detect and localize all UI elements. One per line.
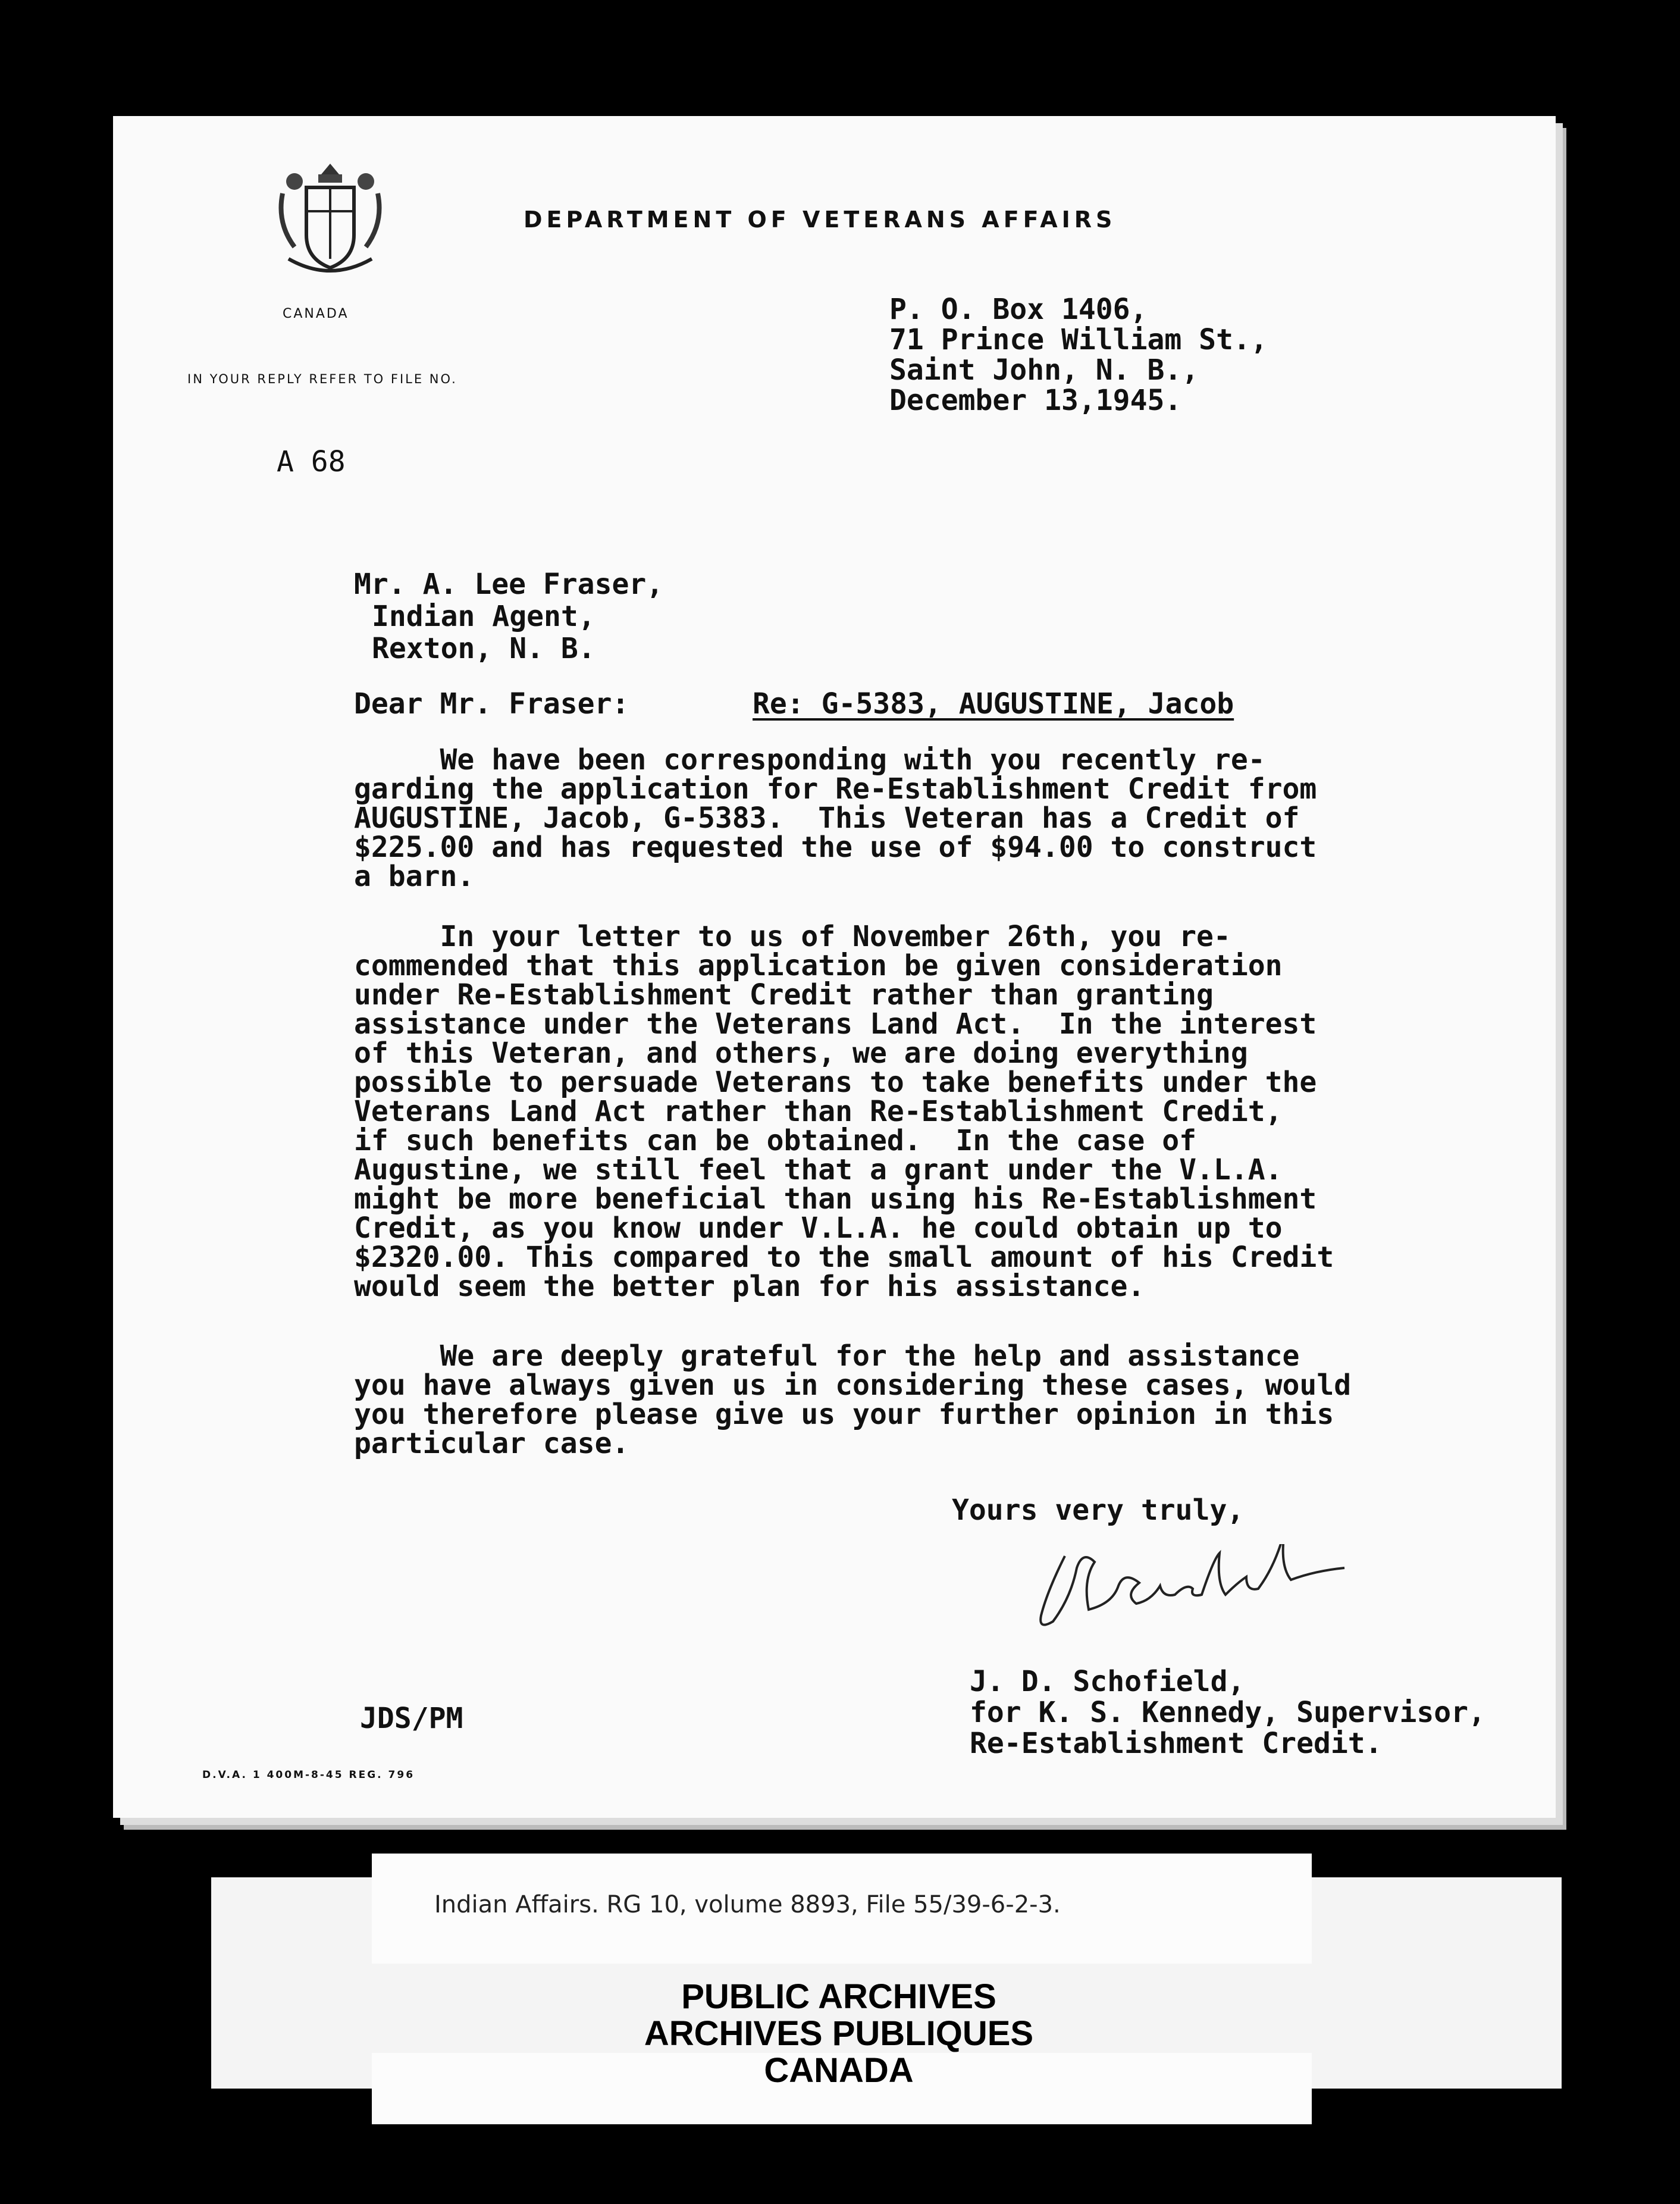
address-line: 71 Prince William St., — [889, 323, 1268, 356]
salutation: Dear Mr. Fraser: — [354, 687, 629, 721]
handwritten-signature — [1023, 1544, 1356, 1633]
archival-citation: Indian Affairs. RG 10, volume 8893, File 55/39-6-2-3. — [434, 1891, 1061, 1918]
text-line: you have always given us in considering these cases, would — [354, 1369, 1352, 1402]
reply-notice: IN YOUR REPLY REFER TO FILE NO. — [187, 372, 457, 386]
text-line: Augustine, we still feel that a grant under the V.L.A. — [354, 1153, 1283, 1186]
text-line: if such benefits can be obtained. In the case of — [354, 1124, 1197, 1157]
text-line: We are deeply grateful for the help and assistance — [354, 1339, 1300, 1373]
recipient-block — [354, 568, 663, 665]
file-number: A 68 — [277, 445, 346, 478]
text-line: commended that this application be given consideration — [354, 949, 1283, 982]
sender-address — [889, 295, 1268, 416]
text-line: We have been corresponding with you recently re- — [354, 743, 1265, 777]
body-paragraph-1 — [354, 743, 1514, 893]
signer-block — [970, 1666, 1485, 1759]
text-line: Credit, as you know under V.L.A. he could obtain up to — [354, 1211, 1283, 1245]
address-line: Saint John, N. B., — [889, 353, 1199, 387]
text-line: Veterans Land Act rather than Re-Establishment Credit, — [354, 1095, 1283, 1128]
recipient-line: Indian Agent, — [372, 600, 595, 633]
body-paragraph-2 — [354, 922, 1514, 1301]
text-line: $2320.00. This compared to the small amount of his Credit — [354, 1241, 1334, 1274]
archive-label-line: CANADA — [764, 2051, 914, 2090]
text-line: would seem the better plan for his assistance. — [354, 1270, 1145, 1303]
letter-page — [113, 116, 1556, 1818]
canada-coat-of-arms-icon — [271, 158, 390, 292]
text-line: assistance under the Veterans Land Act. In the interest — [354, 1007, 1317, 1041]
text-line: might be more beneficial than using his Re-Establishment — [354, 1182, 1317, 1216]
recipient-line: Rexton, N. B. — [372, 632, 595, 665]
text-line: $225.00 and has requested the use of $94.00 to construct — [354, 831, 1317, 864]
archive-label-line: PUBLIC ARCHIVES — [681, 1977, 996, 2016]
recipient-line: Mr. A. Lee Fraser, — [354, 568, 664, 601]
signer-line: J. D. Schofield, — [970, 1665, 1245, 1698]
letter-date: December 13,1945. — [889, 384, 1182, 417]
signer-line: for K. S. Kennedy, Supervisor, — [970, 1696, 1485, 1729]
text-line: under Re-Establishment Credit rather than granting — [354, 978, 1214, 1012]
department-heading: DEPARTMENT OF VETERANS AFFAIRS — [524, 206, 1117, 233]
crest-caption: CANADA — [283, 306, 349, 321]
text-line: a barn. — [354, 860, 475, 893]
archive-label-line: ARCHIVES PUBLIQUES — [644, 2014, 1034, 2053]
text-line: AUGUSTINE, Jacob, G-5383. This Veteran has a Credit of — [354, 802, 1300, 835]
text-line: you therefore please give us your further opinion in this — [354, 1398, 1334, 1431]
text-line: possible to persuade Veterans to take benefits under the — [354, 1066, 1317, 1099]
address-line: P. O. Box 1406, — [889, 293, 1148, 326]
text-line: In your letter to us of November 26th, you re- — [354, 920, 1231, 953]
typist-initials: JDS/PM — [360, 1702, 463, 1735]
text-line: particular case. — [354, 1427, 629, 1460]
subject-line: Re: G-5383, AUGUSTINE, Jacob — [753, 687, 1234, 721]
body-paragraph-3 — [354, 1339, 1514, 1460]
archive-stamp — [509, 1978, 1169, 2089]
complimentary-closing: Yours very truly, — [952, 1494, 1245, 1527]
text-line: of this Veteran, and others, we are doing everything — [354, 1037, 1248, 1070]
text-line: garding the application for Re-Establishment Credit from — [354, 772, 1317, 806]
signer-line: Re-Establishment Credit. — [970, 1727, 1383, 1760]
form-code: D.V.A. 1 400M-8-45 REG. 796 — [202, 1769, 415, 1781]
